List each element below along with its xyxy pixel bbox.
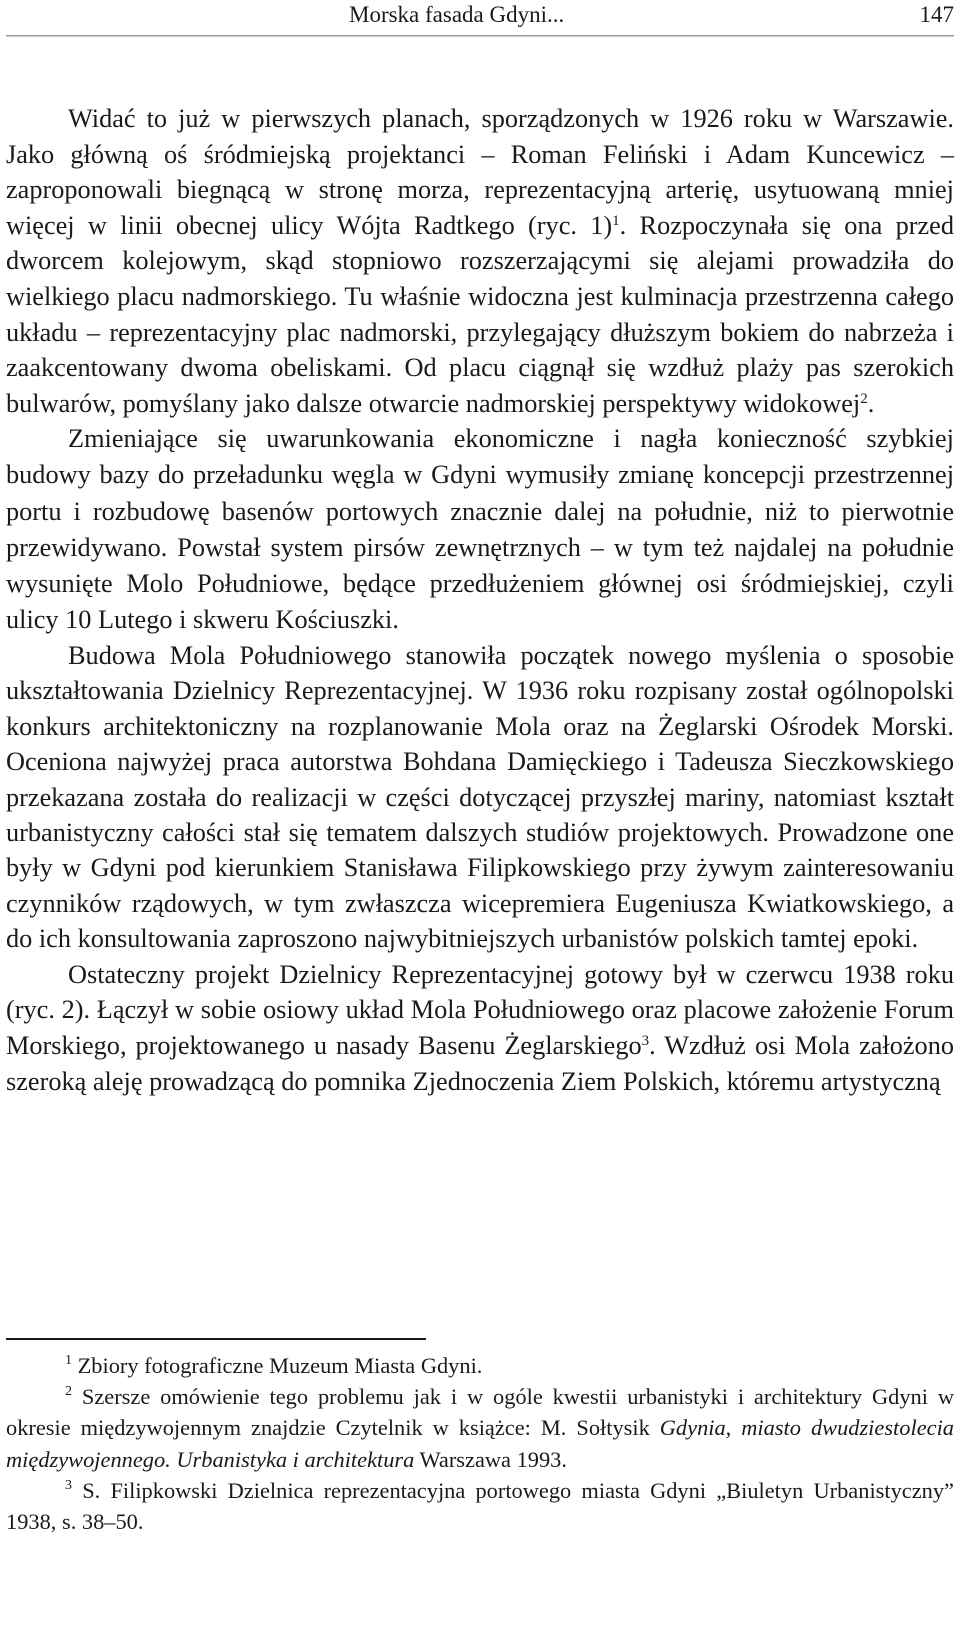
paragraph-4-text-a: Ostateczny projekt Dzielnicy Reprezentacyjnej gotowy był w czerwcu 1938 roku (ryc. 2). Łączył w sobie osiowy układ Mola Południowego oraz placowe założenie Forum Morskiego, projektowanego u nasady Basenu Żeglarskiego	[6, 959, 954, 1060]
footnote-1	[6, 1350, 954, 1381]
paragraph-3: Budowa Mola Południowego stanowiła początek nowego myślenia o sposobie ukształtowania Dzielnicy Reprezentacyjnej. W 1936 roku rozpisany został ogólnopolski konkurs architektoniczny na rozplanowanie Mola oraz na Żeglarski Ośrodek Morski. Oceniona najwyżej praca autorstwa Bohdana Damięckiego i Tadeusza Sieczkowskiego przekazana została do realizacji w części dotyczącej przyszłej mariny, natomiast kształt urbanistyczny całości stał się tematem dalszych studiów projektowych. Prowadzone one były w Gdyni pod kierunkiem Stanisława Filipkowskiego przy żywym zainteresowaniu czynników rządowych, w tym zwłaszcza wicepremiera Eugeniusza Kwiatkowskiego, a do ich konsultowania zaproszono najwybitniejszych urbanistów polskich tamtej epoki.	[6, 640, 954, 954]
footnote-1-number: 1	[65, 1353, 72, 1368]
header-divider	[6, 35, 954, 37]
footnote-ref-2: 2	[860, 390, 868, 407]
page-number: 147	[919, 2, 954, 27]
running-title: Morska fasada Gdyni...	[349, 2, 565, 27]
footnote-3-number: 3	[65, 1477, 72, 1493]
footnote-2-text: Szersze omówienie tego problemu jak i w ogóle kwestii urbanistyki i architektury Gdyni w okresie międzywojennym znajdzie Czytelnik w książce: M. Sołtysik	[6, 1384, 954, 1441]
footnote-2-number: 2	[65, 1384, 72, 1400]
paragraph-1-text-a: Widać to już w pierwszych planach, sporządzonych w 1926 roku w Warszawie. Jako główną oś śródmiejską projektanci – Roman Feliński i Adam Kuncewicz – zaproponowali biegnącą w stronę morza, reprezentacyjną arterię, usytuowaną mniej więcej w linii obecnej ulicy Wójta Radtkego (ryc. 1)	[6, 104, 954, 240]
footnote-1-text: Zbiory fotograficzne Muzeum Miasta Gdyni.	[77, 1353, 483, 1378]
footnotes	[6, 1350, 954, 1537]
main-text	[6, 101, 954, 1099]
footnote-ref-3: 3	[641, 1032, 650, 1049]
footnote-3-text: S. Filipkowski Dzielnica reprezentacyjna portowego miasta Gdyni „Biuletyn Urbanistyczny” 1938, s. 38–50.	[6, 1477, 954, 1535]
paragraph-1-text-b: . Rozpoczynała się ona przed dworcem kolejowym, skąd stopniowo rozszerzającymi się alejami prowadziła do wielkiego placu nadmorskiego. Tu właśnie widoczna jest kulminacja przestrzenna całego układu – reprezentacyjny plac nadmorski, przylegający dłuższym bokiem do nabrzeża i zaakcentowany dwoma obeliskami. Od placu ciągnął się wzdłuż plaży pas szerokich bulwarów, pomyślany jako dalsze otwarcie nadmorskiej perspektywy widokowej	[6, 210, 954, 418]
paragraph-2: Zmieniające się uwarunkowania ekonomiczne i nagła konieczność szybkiej budowy bazy do przeładunku węgla w Gdyni wymusiły zmianę koncepcji przestrzennej portu i rozbudowę basenów portowych znacznie dalej na południe, niż to pierwotnie przewidywano. Powstał system pirsów zewnętrznych – w tym też najdalej na południe wysunięte Molo Południowe, będące przedłużeniem głównej osi śródmiejskiej, czyli ulicy 10 Lutego i skweru Kościuszki.	[6, 424, 954, 634]
footnote-2-imprint: Warszawa 1993.	[414, 1446, 567, 1472]
footnote-2	[6, 1381, 954, 1475]
footnote-2-book-title: Gdynia, miasto dwudziestolecia międzywojennego. Urbanistyka i architektura	[6, 1415, 954, 1472]
footnote-3	[6, 1475, 954, 1537]
running-header	[6, 0, 954, 34]
paragraph-1	[6, 101, 954, 421]
footnote-divider	[6, 1338, 426, 1340]
footnote-ref-1: 1	[612, 212, 620, 229]
paragraph-1-text-c: .	[867, 388, 875, 418]
paragraph-4-text-b: . Wzdłuż osi Mola założono szeroką aleję prowadzącą do pomnika Zjednoczenia Ziem Polskich, któremu artystyczną	[6, 1030, 954, 1096]
paragraph-4	[6, 957, 954, 1100]
